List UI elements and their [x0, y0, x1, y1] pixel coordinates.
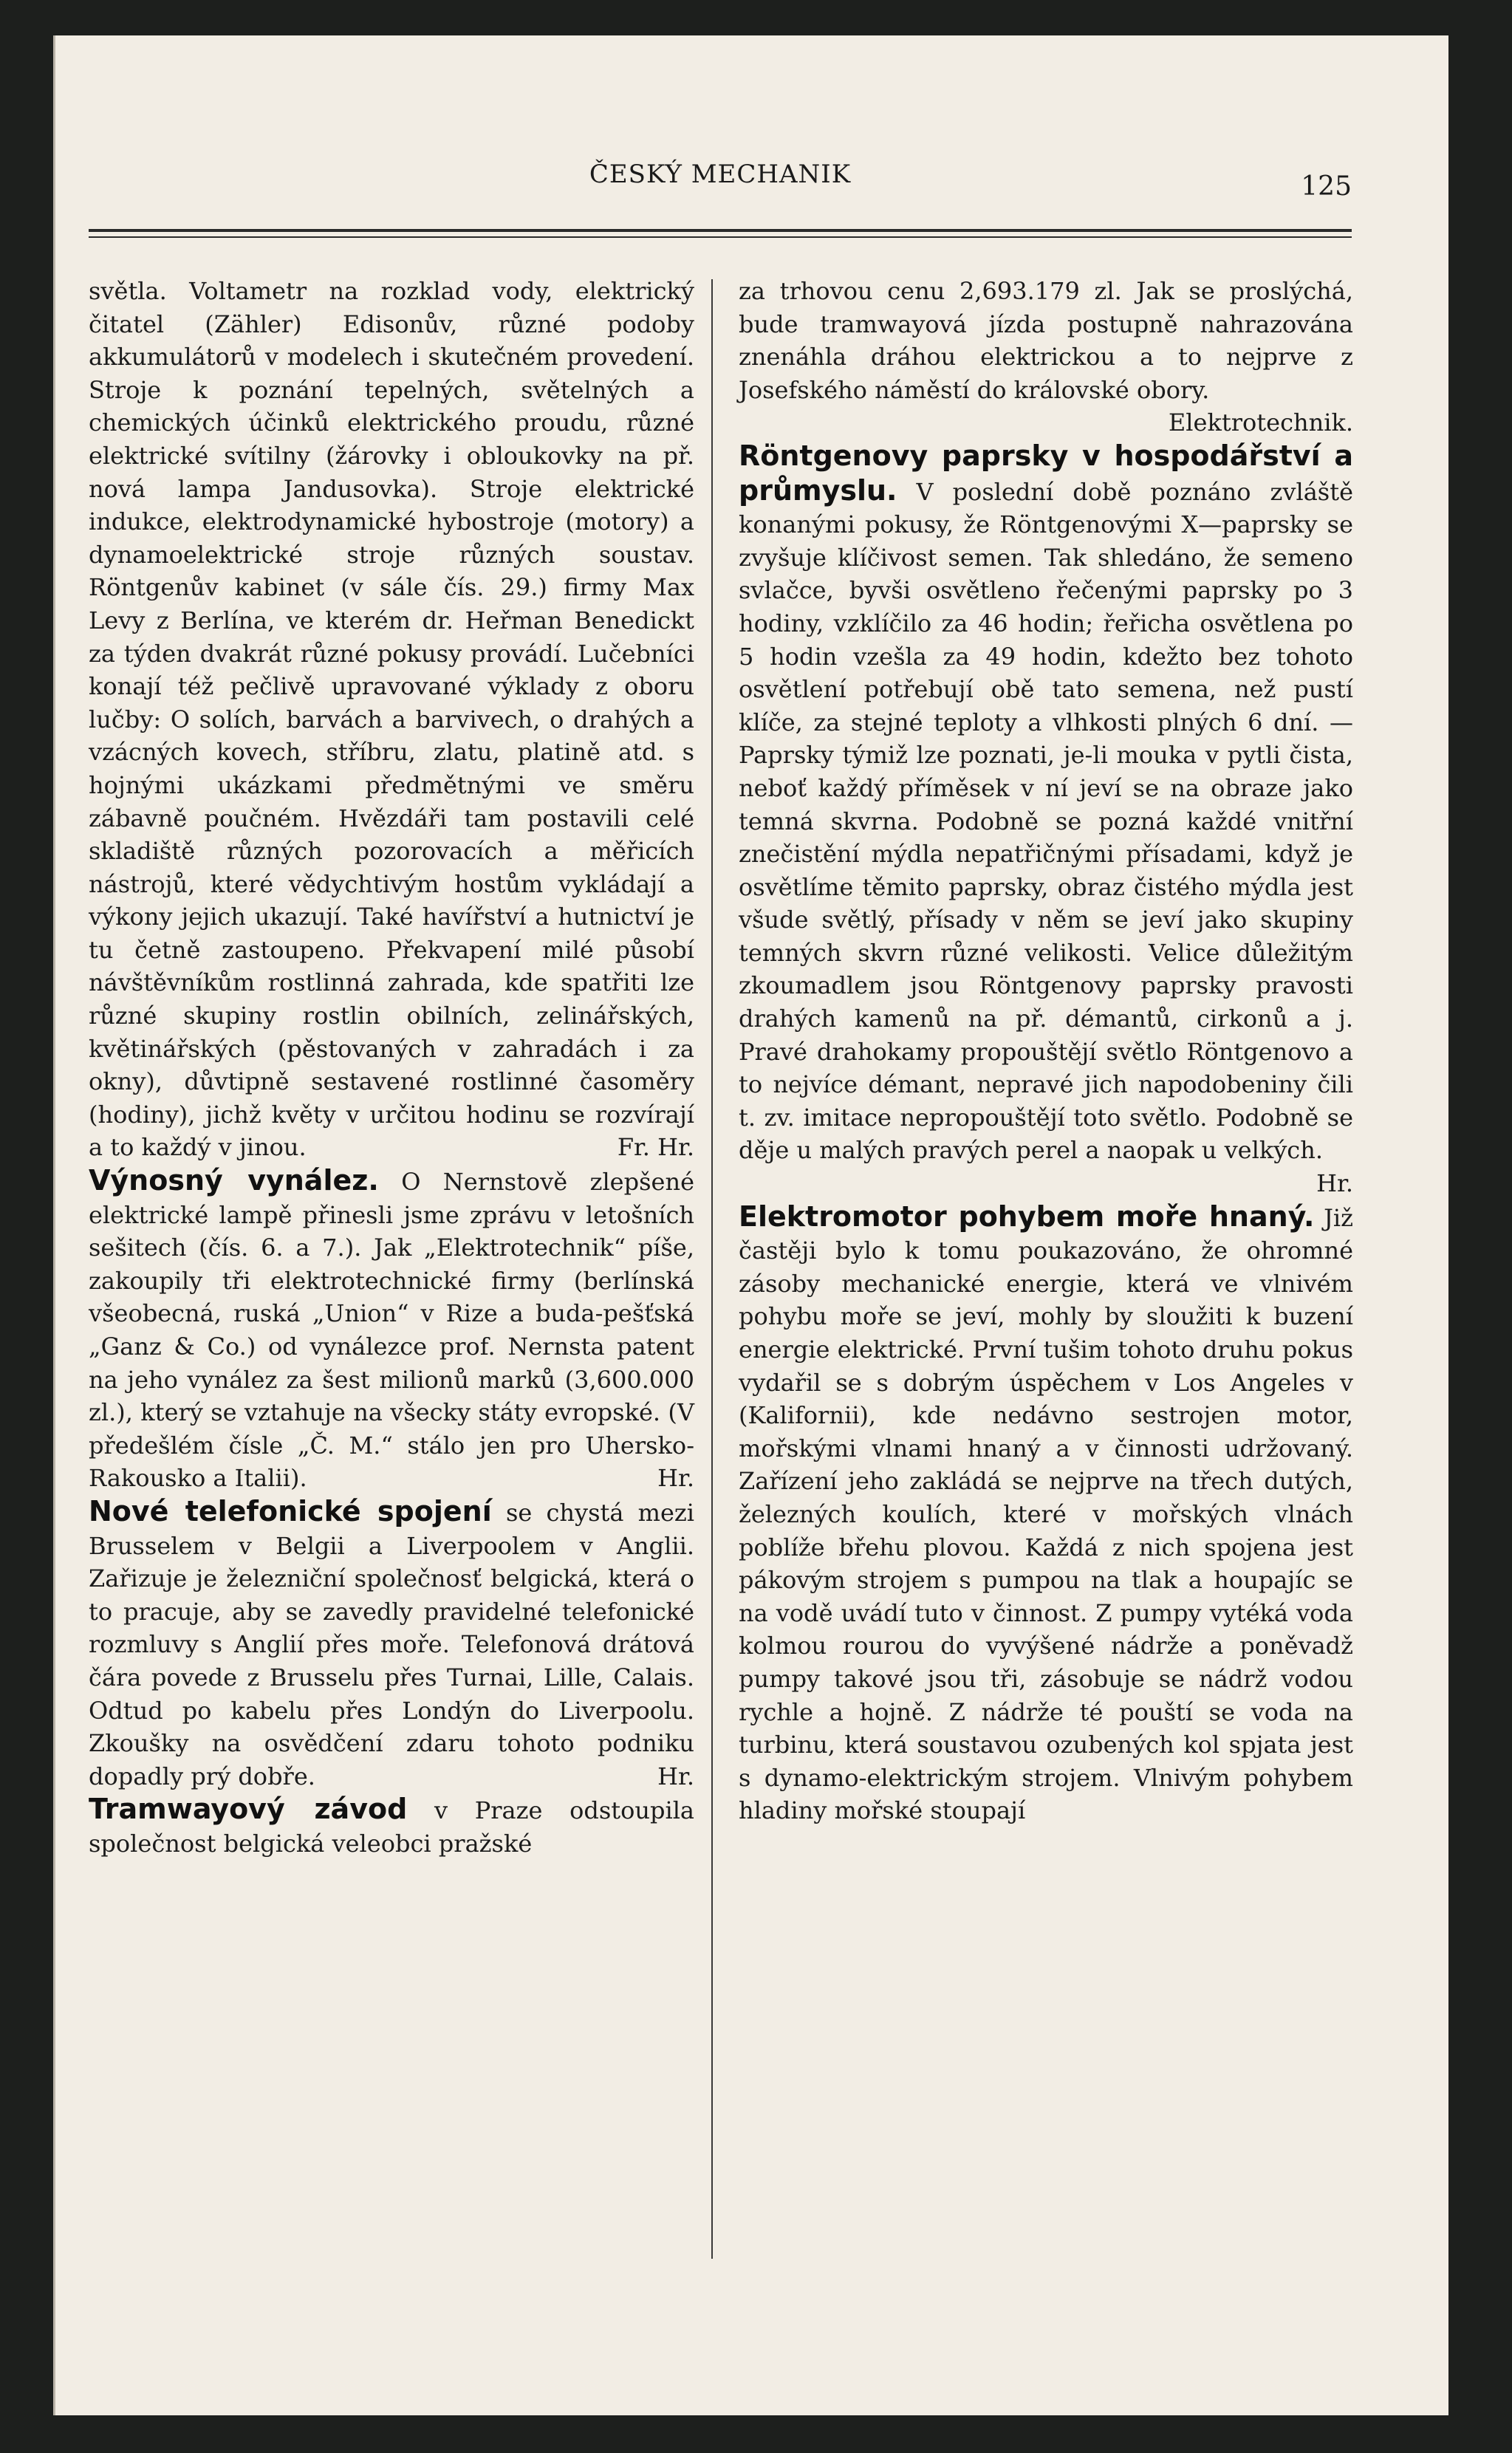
paragraph: Již častěji bylo k tomu poukazováno, že ohromné zásoby mechanické energie, která ve vlnivém pohybu moře se jeví, mohly by sloužiti k buzení energie elektrické. První tušim tohoto druhu pokus vydařil se s dobrým úspěchem v Los Angeles v (Kalifornii), kde nedávno sestrojen motor, mořskými vlnami hnaný a v činnosti udržovaný. Zařízení jeho zakládá se nejprve na třech dutých, železných koulích, které v mořských vlnách poblíže břehu plovou. Každá z nich spojena jest pákovým strojem s pumpou na tlak a houpajíc se na vodě uvádí tuto v činnost. Z pumpy vytéká voda kolmou rourou do vyvýšené nádrže a poněvadž pumpy takové jsou tři, zásobuje se nádrž vodou rychle a hojně. Z nádrže té pouští se voda na turbinu, která soustavou ozubených kol spjata jest s dynamo-elektrickým strojem. Vlnivým pohybem hladiny mořské stoupají: [739, 1203, 1354, 1825]
page-header: [89, 155, 1352, 207]
paragraph: za trhovou cenu 2,693.179 zl. Jak se proslýchá, bude tramwayová jízda postupně nahrazována znenáhla dráhou elektrickou a to nejprve z Josefského náměstí do královské obory.: [739, 277, 1353, 404]
article-heading: Elektromotor pohybem moře hnaný.: [739, 1200, 1315, 1233]
author-signature: Hr.: [657, 1762, 694, 1790]
paragraph: se chystá mezi Brusselem v Belgii a Liverpoolem v Anglii. Zařizuje je železniční společnosť belgická, která o to pracuje, aby se zavedly pravidelné telefonické rozmluvy s Anglií přes moře. Telefonová drátová čára povede z Brusselu přes Turnai, Lille, Calais. Odtud po kabelu přes Londýn do Liverpoolu. Zkoušky na osvědčení zdaru tohoto podniku dopadly prý dobře.: [89, 1498, 695, 1790]
author-signature: Elektrotechnik.: [1168, 408, 1353, 437]
article-text: [739, 439, 1354, 1198]
header-rule-thin: [89, 236, 1352, 238]
running-head: ČESKÝ MECHANIK: [589, 160, 852, 189]
paragraph: V poslední době poznáno zvláště konanými pokusy, že Röntgenovými X—paprsky se zvyšuje klíčivost semen. Tak shledáno, že semeno svlačce, byvši osvětleno řečenými paprsky po 3 hodiny, vzklíčilo za 46 hodin; řeřicha osvětlena po 5 hodin vzešla za 49 hodin, kdežto bez tohoto osvětlení potřebují obě tato semena, než pustí klíče, za stejné teploty a vlhkosti plných 6 dní. — Paprsky týmiž lze poznati, je-li mouka v pytli čista, neboť každý příměsek v ní jeví se na obraze jako temná skvrna. Podobně se pozná každé vnitřní znečistění mýdla nepatřičnými přísadami, když je osvětlíme těmito paprsky, obraz čistého mýdla jest všude světlý, přísady v něm se jeví jako skupiny temných skvrn různé velikosti. Velice důležitým zkoumadlem jsou Röntgenovy paprsky pravosti drahých kamenů na př. démantů, cirkonů a j. Pravé drahokamy propouštějí světlo Röntgenovo a to nejvíce démant, nepravé jich napodobeniny čili t. zv. imitace nepropouštějí toto světlo. Podobně se děje u malých pravých perel a naopak u velkých.: [739, 477, 1354, 1165]
author-signature: Fr. Hr.: [617, 1133, 694, 1162]
article-heading: Nové telefonické spojení: [89, 1494, 492, 1527]
author-signature: Hr.: [1316, 1169, 1353, 1198]
article-text: [89, 1164, 694, 1495]
header-rule: [89, 229, 1352, 232]
article-heading: Tramwayový závod: [89, 1793, 408, 1826]
right-column: [739, 275, 1353, 1827]
left-column: [89, 275, 694, 1861]
article-text: [739, 275, 1353, 437]
paragraph: O Nernstově zlepšené elektrické lampě přinesli jsme zprávu v letošních sešitech (čís. 6. a 7.). Jak „Elektrotechnik“ píše, zakoupily tři elektrotechnické firmy (berlínská všeobecná, ruská „Union“ v Rize a buda-pešťská „Ganz & Co.) od vynálezce prof. Nernsta patent na jeho vynález za šest milionů marků (3,600.000 zl.), který se vztahuje na všecky státy evropské. (V předešlém čísle „Č. M.“ stálo jen pro Uhersko-Rakousko a Italii).: [89, 1168, 694, 1493]
author-signature: Hr.: [657, 1464, 694, 1493]
page-number: 125: [1301, 171, 1352, 202]
paragraph: světla. Voltametr na rozklad vody, elektrický čitatel (Zähler) Edisonův, různé podoby akkumulátorů v modelech i skutečném provedení. Stroje k poznání tepelných, světelných a chemických účinků elektrického proudu, různé elektrické svítilny (žárovky i obloukovky na př. nová lampa Jandusovka). Stroje elektrické indukce, elektrodynamické hybostroje (motory) a dynamoelektrické stroje různých soustav. Röntgenův kabinet (v sále čís. 29.) firmy Max Levy z Berlína, ve kterém dr. Heřman Benedickt za týden dvakrát různé pokusy provádí. Lučebníci konají též pečlivě upravované výklady z oboru lučby: O solích, barvách a barvivech, o drahých a vzácných kovech, stříbru, zlatu, platině atd. s hojnými ukázkami předmětnými ve směru zábavně poučném. Hvězdáři tam postavili celé skladiště různých pozorovacích a měřicích nástrojů, které vědychtivým hostům vykládají a výkony jejich ukazují. Také havířství a hutnictví je tu četně zastoupeno. Překvapení milé působí návštěvníkům rostlinná zahrada, kde spatřiti lze různé skupiny rostlin obilních, zelinářských, květinářských (pěstovaných v zahradách i za okny), důvtipně sestavené rostlinné časoměry (hodiny), jichž květy v určitou hodinu se rozvírají a to každý v jinou.: [89, 277, 694, 1162]
article-text: [89, 1793, 694, 1860]
column-divider: [711, 279, 713, 2259]
paragraph: v Praze odstoupila společnost belgická veleobci pražské: [89, 1796, 694, 1858]
article-heading: Röntgenovy paprsky v hospodářství a průmyslu.: [739, 439, 1353, 507]
article-text: [739, 1200, 1353, 1827]
article-text: [89, 275, 694, 1164]
article-text: [89, 1495, 694, 1793]
article-heading: Výnosný vynález.: [89, 1164, 379, 1197]
